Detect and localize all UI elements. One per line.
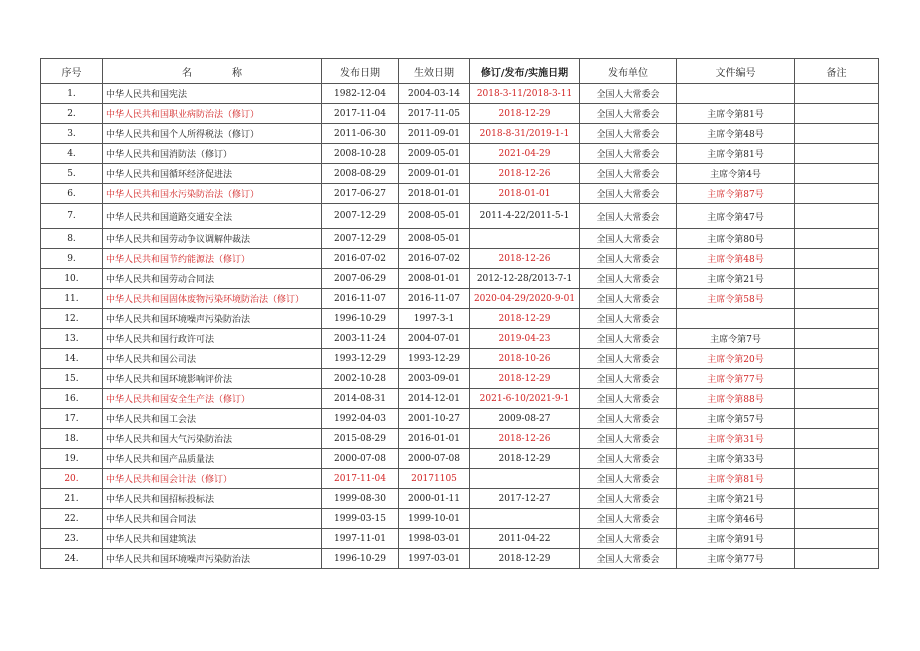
row-eff-date: 1998-03-01 — [399, 529, 470, 549]
row-rev-date: 2018-12-29 — [470, 449, 580, 469]
row-no: 14. — [41, 349, 103, 369]
row-name: 中华人民共和国劳动合同法 — [103, 269, 322, 289]
row-pub-date: 1997-11-01 — [322, 529, 399, 549]
header-row — [41, 59, 879, 84]
row-no: 20. — [41, 469, 103, 489]
row-rev-date: 2018-12-29 — [470, 309, 580, 329]
row-name: 中华人民共和国个人所得税法（修订） — [103, 124, 322, 144]
row-doc-no: 主席令第47号 — [677, 204, 795, 229]
row-no: 15. — [41, 369, 103, 389]
row-doc-no: 主席令第88号 — [677, 389, 795, 409]
row-name: 中华人民共和国合同法 — [103, 509, 322, 529]
row-issuer: 全国人大常委会 — [580, 409, 677, 429]
row-issuer: 全国人大常委会 — [580, 489, 677, 509]
row-remark — [795, 164, 879, 184]
row-no: 10. — [41, 269, 103, 289]
row-no: 9. — [41, 249, 103, 269]
header-remark: 备注 — [795, 59, 879, 84]
row-eff-date: 2017-11-05 — [399, 104, 470, 124]
row-name: 中华人民共和国职业病防治法（修订） — [103, 104, 322, 124]
row-name: 中华人民共和国招标投标法 — [103, 489, 322, 509]
row-remark — [795, 529, 879, 549]
row-eff-date: 1999-10-01 — [399, 509, 470, 529]
row-pub-date: 2017-11-04 — [322, 469, 399, 489]
row-issuer: 全国人大常委会 — [580, 349, 677, 369]
row-name-suffix: （修订） — [223, 190, 260, 200]
row-issuer: 全国人大常委会 — [580, 84, 677, 104]
table-row — [41, 249, 879, 269]
row-remark — [795, 489, 879, 509]
row-name: 中华人民共和国建筑法 — [103, 529, 322, 549]
row-name — [103, 204, 322, 229]
row-rev-date: 2018-01-01 — [470, 184, 580, 204]
row-pub-date: 2000-07-08 — [322, 449, 399, 469]
row-eff-date: 2000-07-08 — [399, 449, 470, 469]
table-row — [41, 144, 879, 164]
row-no: 17. — [41, 409, 103, 429]
row-issuer: 全国人大常委会 — [580, 309, 677, 329]
row-issuer: 全国人大常委会 — [580, 429, 677, 449]
row-issuer: 全国人大常委会 — [580, 289, 677, 309]
row-doc-no: 主席令第81号 — [677, 104, 795, 124]
row-eff-date: 2016-11-07 — [399, 289, 470, 309]
row-doc-no: 主席令第80号 — [677, 229, 795, 249]
row-pub-date: 2007-12-29 — [322, 229, 399, 249]
row-pub-date: 2003-11-24 — [322, 329, 399, 349]
row-doc-no — [677, 309, 795, 329]
row-remark — [795, 229, 879, 249]
row-doc-no: 主席令第21号 — [677, 489, 795, 509]
row-no: 3. — [41, 124, 103, 144]
row-remark — [795, 249, 879, 269]
row-no: 8. — [41, 229, 103, 249]
row-name: 中华人民共和国循环经济促进法 — [103, 164, 322, 184]
row-doc-no: 主席令第4号 — [677, 164, 795, 184]
header-eff-date: 生效日期 — [399, 59, 470, 84]
row-issuer: 全国人大常委会 — [580, 269, 677, 289]
row-pub-date: 2011-06-30 — [322, 124, 399, 144]
table-row — [41, 429, 879, 449]
row-issuer: 全国人大常委会 — [580, 449, 677, 469]
row-remark — [795, 104, 879, 124]
row-no: 1. — [41, 84, 103, 104]
row-no: 23. — [41, 529, 103, 549]
row-name: 中华人民共和国大气污染防治法 — [103, 429, 322, 449]
row-pub-date: 1996-10-29 — [322, 549, 399, 569]
row-issuer: 全国人大常委会 — [580, 329, 677, 349]
table-row — [41, 104, 879, 124]
row-pub-date: 2008-10-28 — [322, 144, 399, 164]
row-rev-date: 2018-12-29 — [470, 549, 580, 569]
row-pub-date: 2007-06-29 — [322, 269, 399, 289]
row-remark — [795, 124, 879, 144]
row-name-main: 中华人民共和国水污染防治法 — [106, 190, 224, 200]
row-name: 中华人民共和国节约能源法（修订） — [103, 249, 322, 269]
row-name: 中华人民共和国行政许可法 — [103, 329, 322, 349]
table-row — [41, 184, 879, 204]
row-issuer: 全国人大常委会 — [580, 369, 677, 389]
row-rev-date: 2018-12-26 — [470, 429, 580, 449]
row-name: 中华人民共和国固体废物污染环境防治法（修订） — [103, 289, 322, 309]
row-pub-date: 1982-12-04 — [322, 84, 399, 104]
row-rev-date: 2018-12-29 — [470, 369, 580, 389]
row-pub-date: 1999-08-30 — [322, 489, 399, 509]
row-eff-date: 2008-05-01 — [399, 204, 470, 229]
row-remark — [795, 84, 879, 104]
row-rev-date: 2021-04-29 — [470, 144, 580, 164]
row-no: 16. — [41, 389, 103, 409]
row-remark — [795, 429, 879, 449]
row-no: 2. — [41, 104, 103, 124]
row-doc-no: 主席令第91号 — [677, 529, 795, 549]
row-eff-date: 2016-01-01 — [399, 429, 470, 449]
row-issuer: 全国人大常委会 — [580, 124, 677, 144]
header-no: 序号 — [41, 59, 103, 84]
row-pub-date: 1999-03-15 — [322, 509, 399, 529]
table-row — [41, 309, 879, 329]
row-no: 18. — [41, 429, 103, 449]
row-doc-no: 主席令第81号 — [677, 469, 795, 489]
row-remark — [795, 369, 879, 389]
row-rev-date — [470, 469, 580, 489]
row-remark — [795, 389, 879, 409]
row-doc-no: 主席令第58号 — [677, 289, 795, 309]
row-issuer: 全国人大常委会 — [580, 144, 677, 164]
row-doc-no — [677, 84, 795, 104]
row-eff-date: 2004-07-01 — [399, 329, 470, 349]
table-row — [41, 84, 879, 104]
table-row — [41, 329, 879, 349]
row-pub-date: 2017-06-27 — [322, 184, 399, 204]
regulations-table — [40, 58, 879, 569]
table-row — [41, 164, 879, 184]
header-doc-no: 文件编号 — [677, 59, 795, 84]
row-issuer: 全国人大常委会 — [580, 184, 677, 204]
row-remark — [795, 349, 879, 369]
row-remark — [795, 144, 879, 164]
row-name: 中华人民共和国公司法 — [103, 349, 322, 369]
table-row — [41, 449, 879, 469]
table-row — [41, 124, 879, 144]
row-doc-no: 主席令第57号 — [677, 409, 795, 429]
row-no: 24. — [41, 549, 103, 569]
row-name: 中华人民共和国劳动争议调解仲裁法 — [103, 229, 322, 249]
row-doc-no: 主席令第46号 — [677, 509, 795, 529]
table-row — [41, 269, 879, 289]
row-name: 中华人民共和国环境影响评价法 — [103, 369, 322, 389]
row-issuer: 全国人大常委会 — [580, 229, 677, 249]
row-no: 22. — [41, 509, 103, 529]
row-issuer: 全国人大常委会 — [580, 104, 677, 124]
row-issuer: 全国人大常委会 — [580, 389, 677, 409]
row-eff-date: 2009-05-01 — [399, 144, 470, 164]
row-rev-date: 2018-8-31/2019-1-1 — [470, 124, 580, 144]
row-issuer: 全国人大常委会 — [580, 204, 677, 229]
row-doc-no: 主席令第48号 — [677, 249, 795, 269]
row-name: 中华人民共和国消防法（修订） — [103, 144, 322, 164]
row-name: 中华人民共和国环境噪声污染防治法 — [103, 549, 322, 569]
row-doc-no: 主席令第48号 — [677, 124, 795, 144]
table-row — [41, 289, 879, 309]
row-rev-date: 2019-04-23 — [470, 329, 580, 349]
row-eff-date: 2001-10-27 — [399, 409, 470, 429]
row-eff-date: 20171105 — [399, 469, 470, 489]
table-row — [41, 529, 879, 549]
row-issuer: 全国人大常委会 — [580, 249, 677, 269]
row-pub-date: 1992-04-03 — [322, 409, 399, 429]
row-doc-no: 主席令第7号 — [677, 329, 795, 349]
row-remark — [795, 469, 879, 489]
header-issuer: 发布单位 — [580, 59, 677, 84]
row-name: 中华人民共和国宪法 — [103, 84, 322, 104]
row-remark — [795, 184, 879, 204]
row-name — [103, 184, 322, 204]
row-eff-date: 2003-09-01 — [399, 369, 470, 389]
row-remark — [795, 329, 879, 349]
row-remark — [795, 409, 879, 429]
row-name: 中华人民共和国环境噪声污染防治法 — [103, 309, 322, 329]
table-row — [41, 549, 879, 569]
row-doc-no: 主席令第20号 — [677, 349, 795, 369]
row-remark — [795, 289, 879, 309]
row-rev-date: 2018-3-11/2018-3-11 — [470, 84, 580, 104]
row-issuer: 全国人大常委会 — [580, 469, 677, 489]
table-row — [41, 469, 879, 489]
row-issuer: 全国人大常委会 — [580, 509, 677, 529]
row-eff-date: 2008-05-01 — [399, 229, 470, 249]
table-row — [41, 349, 879, 369]
row-doc-no: 主席令第33号 — [677, 449, 795, 469]
row-remark — [795, 449, 879, 469]
row-doc-no: 主席令第77号 — [677, 549, 795, 569]
table-row — [41, 509, 879, 529]
row-remark — [795, 269, 879, 289]
row-issuer: 全国人大常委会 — [580, 549, 677, 569]
row-name-part-c: 安全法 — [205, 212, 233, 223]
row-rev-date: 2017-12-27 — [470, 489, 580, 509]
row-rev-date — [470, 229, 580, 249]
row-remark — [795, 309, 879, 329]
row-pub-date: 2017-11-04 — [322, 104, 399, 124]
row-rev-date: 2012-12-28/2013-7-1 — [470, 269, 580, 289]
row-rev-date: 2018-12-26 — [470, 164, 580, 184]
row-rev-date: 2020-04-29/2020-9-01 — [470, 289, 580, 309]
row-rev-date: 2011-04-22 — [470, 529, 580, 549]
row-no: 11. — [41, 289, 103, 309]
row-no: 5. — [41, 164, 103, 184]
row-name-part-a: 中华人民共和 — [106, 212, 161, 223]
table-row — [41, 409, 879, 429]
row-eff-date: 1997-03-01 — [399, 549, 470, 569]
row-rev-date: 2009-08-27 — [470, 409, 580, 429]
row-rev-date: 2018-12-26 — [470, 249, 580, 269]
row-no: 13. — [41, 329, 103, 349]
row-pub-date: 2007-12-29 — [322, 204, 399, 229]
row-remark — [795, 549, 879, 569]
table-row — [41, 229, 879, 249]
row-eff-date: 2016-07-02 — [399, 249, 470, 269]
row-pub-date: 2015-08-29 — [322, 429, 399, 449]
row-eff-date: 2011-09-01 — [399, 124, 470, 144]
row-eff-date: 2009-01-01 — [399, 164, 470, 184]
row-issuer: 全国人大常委会 — [580, 164, 677, 184]
row-rev-date: 2021-6-10/2021-9-1 — [470, 389, 580, 409]
table-row — [41, 489, 879, 509]
row-remark — [795, 509, 879, 529]
row-eff-date: 2018-01-01 — [399, 184, 470, 204]
row-name-part-b: 国道路交通 — [160, 212, 206, 223]
row-eff-date: 2000-01-11 — [399, 489, 470, 509]
row-no: 4. — [41, 144, 103, 164]
row-doc-no: 主席令第81号 — [677, 144, 795, 164]
row-rev-date: 2011-4-22/2011-5-1 — [470, 204, 580, 229]
row-pub-date: 1993-12-29 — [322, 349, 399, 369]
row-remark — [795, 204, 879, 229]
row-name: 中华人民共和国安全生产法（修订） — [103, 389, 322, 409]
row-doc-no: 主席令第31号 — [677, 429, 795, 449]
row-no: 12. — [41, 309, 103, 329]
row-doc-no: 主席令第77号 — [677, 369, 795, 389]
row-eff-date: 2014-12-01 — [399, 389, 470, 409]
row-rev-date — [470, 509, 580, 529]
row-no: 21. — [41, 489, 103, 509]
row-doc-no: 主席令第21号 — [677, 269, 795, 289]
row-eff-date: 1993-12-29 — [399, 349, 470, 369]
header-pub-date: 发布日期 — [322, 59, 399, 84]
row-pub-date: 2014-08-31 — [322, 389, 399, 409]
table-row — [41, 369, 879, 389]
row-pub-date: 1996-10-29 — [322, 309, 399, 329]
row-eff-date: 2008-01-01 — [399, 269, 470, 289]
row-no: 6. — [41, 184, 103, 204]
row-no: 7. — [41, 204, 103, 229]
header-rev-date: 修订/发布/实施日期 — [470, 59, 580, 84]
row-issuer: 全国人大常委会 — [580, 529, 677, 549]
row-name: 中华人民共和国产品质量法 — [103, 449, 322, 469]
row-rev-date: 2018-12-29 — [470, 104, 580, 124]
row-no: 19. — [41, 449, 103, 469]
row-name: 中华人民共和国会计法（修订） — [103, 469, 322, 489]
table-row — [41, 389, 879, 409]
table-row — [41, 204, 879, 229]
header-name: 名 称 — [103, 59, 322, 84]
row-doc-no: 主席令第87号 — [677, 184, 795, 204]
row-eff-date: 2004-03-14 — [399, 84, 470, 104]
row-eff-date: 1997-3-1 — [399, 309, 470, 329]
row-pub-date: 2016-07-02 — [322, 249, 399, 269]
row-pub-date: 2002-10-28 — [322, 369, 399, 389]
row-pub-date: 2008-08-29 — [322, 164, 399, 184]
row-pub-date: 2016-11-07 — [322, 289, 399, 309]
row-rev-date: 2018-10-26 — [470, 349, 580, 369]
row-name: 中华人民共和国工会法 — [103, 409, 322, 429]
